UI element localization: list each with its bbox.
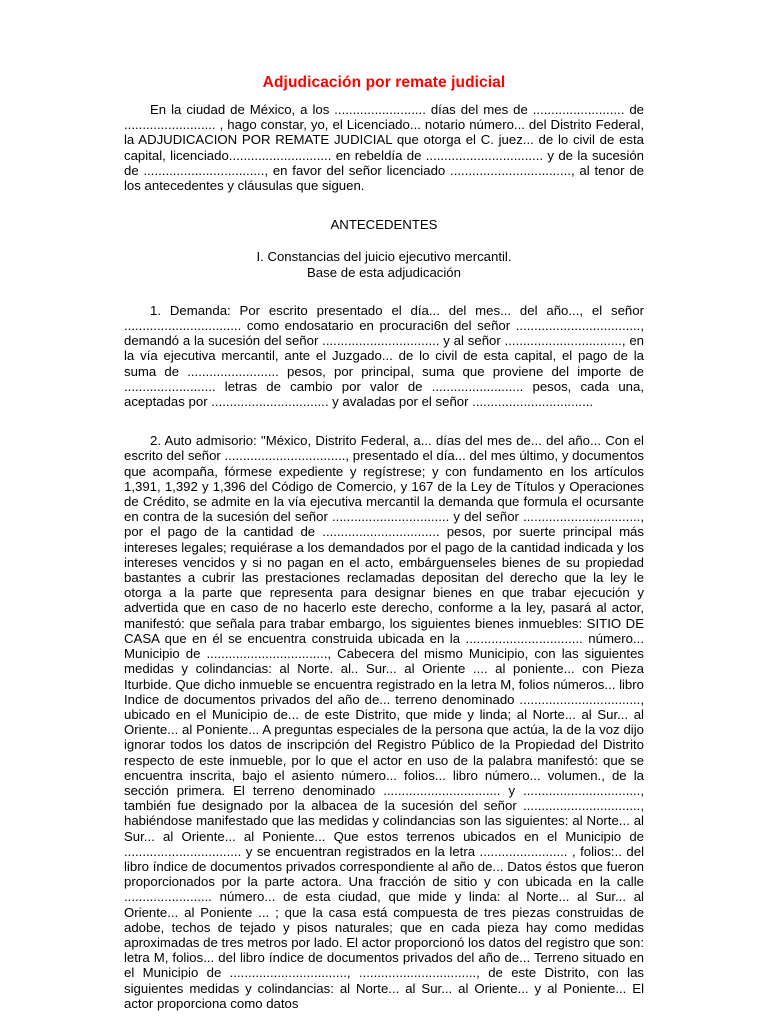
antecedentes-heading: ANTECEDENTES — [330, 217, 438, 233]
section-heading-line-1: I. Constancias del juicio ejecutivo mercantil. — [256, 249, 512, 265]
document-body — [124, 102, 644, 1011]
section-heading — [124, 249, 644, 279]
paragraph-auto-admisorio: 2. Auto admisorio: "México, Distrito Federal, a... días del mes de... del año... Con el escrito del señor ................................., presentado el día... del mes último, y documentos que acompaña, fórmese expediente y regístrese; y con fundamento en los artículos 1,391, 1,392 y 1,396 del Código de Comercio, y 167 de la Ley de Títulos y Operaciones de Crédito, se admite en la vía ejecutiva mercantil la demanda que formula el ocursante en contra de la sucesión del señor ................................ y del señor ................................, por el pago de la cantidad de ................................ pesos, por suerte principal más intereses legales; requiérase a los demandados por el pago de la cantidad indicada y los intereses vencidos y si no pagan en el acto, embárguenseles bienes de su propiedad bastantes a cubrir las prestaciones reclamadas depositan del derecho que la ley le otorga a la parte que representa para designar bienes en que trabar ejecución y advertida que en caso de no hacerlo este derecho, conforme a la ley, pasará al actor, manifestó: que señala para trabar embargo, los siguientes bienes inmuebles: SITIO DE CASA que en él se encuentra construida ubicada en la ................................ número... Municipio de ................................., Cabecera del mismo Municipio, con las siguientes medidas y colindancias: al Norte. al.. Sur... al Oriente .... al poniente... con Pieza Iturbide. Que dicho inmueble se encuentra registrado en la letra M, folios números... libro Indice de documentos privados del año de... terreno denominado ................................., ubicado en el Municipio de... de este Distrito, que mide y linda; al Norte... al Sur... al Oriente... al Poniente... A preguntas especiales de la persona que actúa, la de la voz dijo ignorar todos los datos de inscripción del Registro Público de la Propiedad del Distrito respecto de este inmueble, por lo que el actor en uso de la palabra manifestó: que se encuentra inscrita, bajo el asiento número... folios... libro número... volumen., de la sección primera. El terreno denominado ................................ y ................................, también fue designado por la albacea de la sucesión del señor ................................, habiéndose manifestado que las medidas y colindancias son las siguientes: al Norte... al Sur... al Oriente... al Poniente... Que estos terrenos ubicados en el Municipio de ................................ y se encuentran registrados en la letra ........................ , folios:.. del libro índice de documentos privados correspondiente al año de... Datos éstos que fueron proporcionados por la parte actora. Una fracción de sitio y con ubicada en la calle ........................ número... de esta ciudad, que mide y linda: al Norte... al Sur... al Oriente... al Poniente ... ; que la casa está compuesta de tres piezas construidas de adobe, techos de tejado y pisos naturales; que en cada pieza hay como medidas aproximadas de tres metros por lado. El actor proporcionó los datos del registro que son: letra M, folios... del libro índice de documentos privados del año de... Terreno situado en el Municipio de ................................, ................................, de este Distrito, con las siguientes medidas y colindancias: al Norte... al Sur... al Oriente... y al Poniente... El actor proporciona como datos — [124, 433, 644, 1011]
section-heading-line-2: Base de esta adjudicación — [307, 264, 461, 280]
document-title: Adjudicación por remate judicial — [262, 74, 506, 91]
paragraph-demanda: 1. Demanda: Por escrito presentado el día... del mes... del año..., el señor ................................ como endosatario en procuraci6n del señor .................................., demandó a la sucesión del señor ................................ y al señor ................................, en la vía ejecutiva mercantil, ante el Juzgado... de lo civil de esta capital, el pago de la suma de ......................... pesos, por principal, suma que proviene del importe de ......................... letras de cambio por valor de ......................... pesos, cada una, aceptadas por ................................ y avaladas por el señor ................................. — [124, 302, 644, 410]
intro-paragraph: En la ciudad de México, a los ......................... días del mes de ......................... de ......................... , hago constar, yo, el Licenciado... notario número... del Distrito Federal, la ADJUDICACION POR REMATE JUDICIAL que otorga el C. juez... de lo civil de esta capital, licenciado............................ en rebeldía de ................................ y de la sucesión de ................................., en favor del señor licenciado ................................., al tenor de los antecedentes y cláusulas que siguen. — [124, 102, 644, 194]
